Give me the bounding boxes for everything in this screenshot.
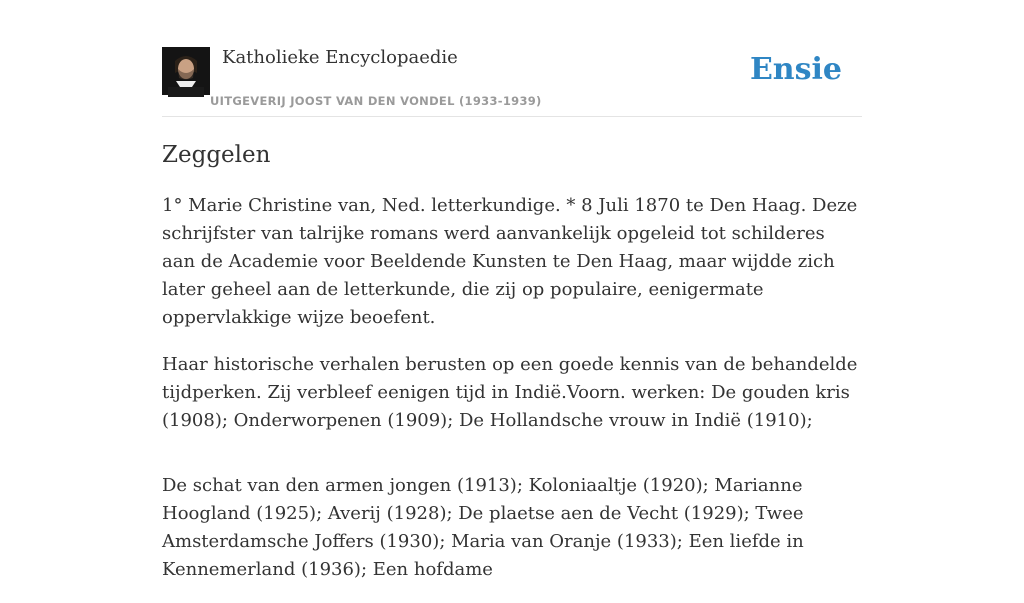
publication-title[interactable]: Katholieke Encyclopaedie [222, 47, 458, 68]
article-paragraph: 1° Marie Christine van, Ned. letterkundige. * 8 Juli 1870 te Den Haag. Deze schrijfster van talrijke romans werd aanvankelijk opgeleid tot schilderes aan de Academie voor Beeldende Kunsten te Den Haag, maar wijdde zich later geheel aan de letterkunde, die zij op populaire, eenigermate oppervlakkige wijze beoefent. [162, 195, 858, 328]
publication-subtitle: UITGEVERIJ JOOST VAN DEN VONDEL (1933-1939) [210, 94, 542, 108]
publication-avatar[interactable] [162, 47, 210, 95]
portrait-icon [162, 47, 210, 95]
ensie-logo-link[interactable]: Ensie [749, 52, 842, 87]
site-header [162, 46, 862, 117]
article-title: Zeggelen [162, 142, 271, 168]
article-paragraph: Haar historische verhalen berusten op een goede kennis van de behandelde tijdperken. Zij verbleef eenigen tijd in Indië.Voorn. werken: De gouden kris (1908); Onderworpenen (1909); De Hollandsche vrouw in Indië (1910); [162, 354, 858, 431]
article-paragraph: De schat van den armen jongen (1913); Koloniaaltje (1920); Marianne Hoogland (1925); Averij (1928); De plaetse aen de Vecht (1929); Twee Amsterdamsche Joffers (1930); Maria van Oranje (1933); Een liefde in Kennemerland (1936); Een hofdame [162, 475, 804, 580]
article [162, 138, 862, 603]
